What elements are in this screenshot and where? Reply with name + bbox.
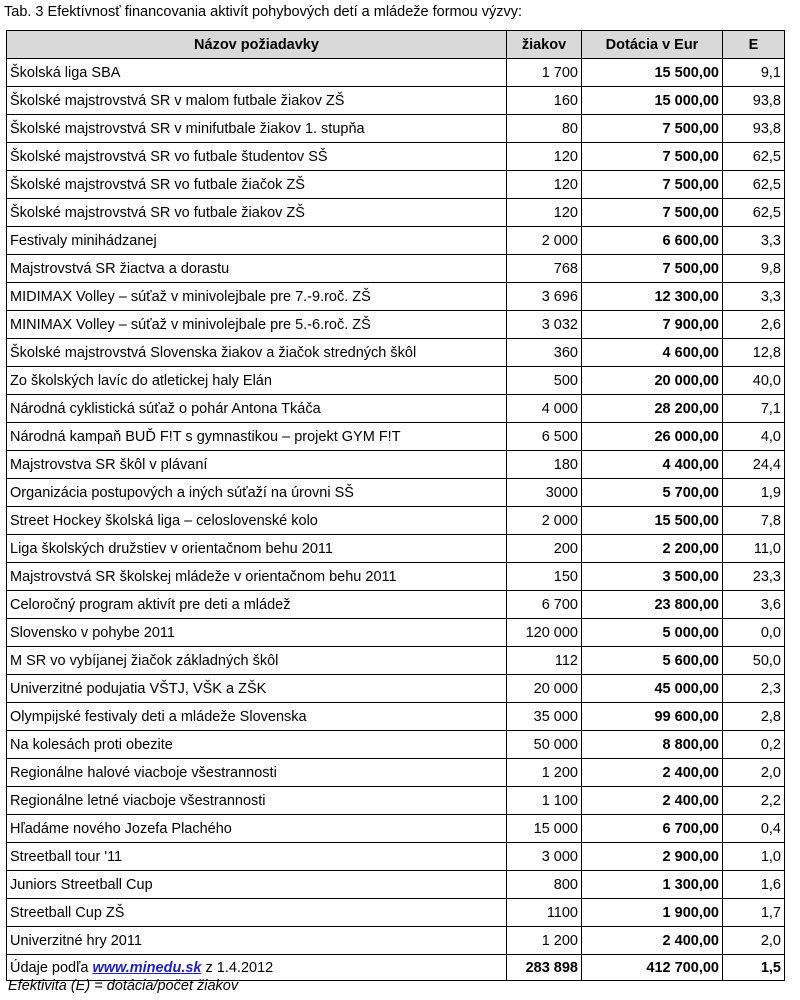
table-row	[7, 619, 785, 647]
row-name: Streetball Cup ZŠ	[7, 899, 507, 927]
row-grant: 45 000,00	[582, 675, 723, 703]
table-row	[7, 479, 785, 507]
row-name: Organizácia postupových a iných súťaží na úrovni SŠ	[7, 479, 507, 507]
row-efficiency: 62,5	[723, 143, 785, 171]
row-pupils: 20 000	[507, 675, 582, 703]
table-row	[7, 535, 785, 563]
row-name: M SR vo vybíjanej žiačok základných škôl	[7, 647, 507, 675]
row-efficiency: 1,6	[723, 871, 785, 899]
row-efficiency: 1,0	[723, 843, 785, 871]
row-pupils: 3 000	[507, 843, 582, 871]
table-row	[7, 367, 785, 395]
row-grant: 2 900,00	[582, 843, 723, 871]
row-grant: 3 500,00	[582, 563, 723, 591]
row-grant: 4 400,00	[582, 451, 723, 479]
row-grant: 26 000,00	[582, 423, 723, 451]
table-row	[7, 591, 785, 619]
row-grant: 15 500,00	[582, 59, 723, 87]
table-row	[7, 143, 785, 171]
row-efficiency: 2,0	[723, 759, 785, 787]
row-pupils: 1 100	[507, 787, 582, 815]
table-row	[7, 647, 785, 675]
row-name: MINIMAX Volley – súťaž v minivolejbale pre 5.-6.roč. ZŠ	[7, 311, 507, 339]
row-pupils: 2 000	[507, 227, 582, 255]
row-grant: 2 400,00	[582, 927, 723, 955]
total-grant: 412 700,00	[582, 955, 723, 981]
row-efficiency: 3,3	[723, 227, 785, 255]
row-pupils: 360	[507, 339, 582, 367]
efficiency-table	[6, 30, 785, 981]
row-grant: 7 500,00	[582, 115, 723, 143]
row-name: Školská liga SBA	[7, 59, 507, 87]
row-pupils: 120	[507, 143, 582, 171]
source-prefix: Údaje podľa	[10, 959, 93, 976]
row-grant: 8 800,00	[582, 731, 723, 759]
row-grant: 5 000,00	[582, 619, 723, 647]
row-pupils: 1 700	[507, 59, 582, 87]
row-efficiency: 12,8	[723, 339, 785, 367]
row-name: Školské majstrovstvá SR vo futbale žiačok ZŠ	[7, 171, 507, 199]
row-efficiency: 9,1	[723, 59, 785, 87]
row-name: Školské majstrovstvá SR vo futbale žiakov ZŠ	[7, 199, 507, 227]
row-pupils: 112	[507, 647, 582, 675]
table-row	[7, 311, 785, 339]
table-row	[7, 927, 785, 955]
row-grant: 6 700,00	[582, 815, 723, 843]
table-row	[7, 395, 785, 423]
row-name: Školské majstrovstvá SR vo futbale študentov SŠ	[7, 143, 507, 171]
table-row	[7, 899, 785, 927]
row-pupils: 200	[507, 535, 582, 563]
total-efficiency: 1,5	[723, 955, 785, 981]
row-pupils: 1100	[507, 899, 582, 927]
row-pupils: 50 000	[507, 731, 582, 759]
row-pupils: 120	[507, 171, 582, 199]
row-grant: 99 600,00	[582, 703, 723, 731]
table-row	[7, 255, 785, 283]
row-grant: 7 500,00	[582, 143, 723, 171]
row-efficiency: 2,6	[723, 311, 785, 339]
row-efficiency: 9,8	[723, 255, 785, 283]
row-grant: 20 000,00	[582, 367, 723, 395]
row-pupils: 80	[507, 115, 582, 143]
row-name: MIDIMAX Volley – súťaž v minivolejbale pre 7.-9.roč. ZŠ	[7, 283, 507, 311]
row-grant: 1 900,00	[582, 899, 723, 927]
table-row	[7, 283, 785, 311]
row-efficiency: 2,0	[723, 927, 785, 955]
row-grant: 23 800,00	[582, 591, 723, 619]
row-efficiency: 93,8	[723, 115, 785, 143]
row-pupils: 4 000	[507, 395, 582, 423]
row-name: Školské majstrovstvá SR v minifutbale žiakov 1. stupňa	[7, 115, 507, 143]
row-efficiency: 1,7	[723, 899, 785, 927]
row-name: Školské majstrovstvá Slovenska žiakov a žiačok stredných škôl	[7, 339, 507, 367]
table-body	[7, 59, 785, 955]
row-pupils: 500	[507, 367, 582, 395]
row-grant: 7 900,00	[582, 311, 723, 339]
row-grant: 7 500,00	[582, 171, 723, 199]
row-name: Zo školských lavíc do atletickej haly Elán	[7, 367, 507, 395]
table-row	[7, 227, 785, 255]
row-name: Olympijské festivaly deti a mládeže Slovenska	[7, 703, 507, 731]
row-pupils: 800	[507, 871, 582, 899]
row-grant: 5 700,00	[582, 479, 723, 507]
table-row	[7, 871, 785, 899]
row-efficiency: 24,4	[723, 451, 785, 479]
row-pupils: 120	[507, 199, 582, 227]
row-efficiency: 7,8	[723, 507, 785, 535]
row-efficiency: 3,6	[723, 591, 785, 619]
row-efficiency: 0,0	[723, 619, 785, 647]
header-efficiency: E	[723, 31, 785, 59]
table-row	[7, 171, 785, 199]
table-row	[7, 843, 785, 871]
row-grant: 2 400,00	[582, 759, 723, 787]
row-name: Univerzitné hry 2011	[7, 927, 507, 955]
row-name: Národná kampaň BUĎ F!T s gymnastikou – projekt GYM F!T	[7, 423, 507, 451]
row-grant: 12 300,00	[582, 283, 723, 311]
table-row	[7, 339, 785, 367]
row-name: Liga školských družstiev v orientačnom behu 2011	[7, 535, 507, 563]
header-name: Názov požiadavky	[7, 31, 507, 59]
row-efficiency: 62,5	[723, 199, 785, 227]
row-name: Školské majstrovstvá SR v malom futbale žiakov ZŠ	[7, 87, 507, 115]
row-pupils: 15 000	[507, 815, 582, 843]
row-pupils: 1 200	[507, 759, 582, 787]
row-pupils: 1 200	[507, 927, 582, 955]
row-efficiency: 11,0	[723, 535, 785, 563]
row-grant: 2 400,00	[582, 787, 723, 815]
total-pupils: 283 898	[507, 955, 582, 981]
table-row	[7, 731, 785, 759]
row-efficiency: 50,0	[723, 647, 785, 675]
row-efficiency: 3,3	[723, 283, 785, 311]
row-efficiency: 0,2	[723, 731, 785, 759]
table-row	[7, 87, 785, 115]
row-efficiency: 40,0	[723, 367, 785, 395]
row-name: Univerzitné podujatia VŠTJ, VŠK a ZŠK	[7, 675, 507, 703]
row-efficiency: 2,3	[723, 675, 785, 703]
row-pupils: 6 700	[507, 591, 582, 619]
row-efficiency: 0,4	[723, 815, 785, 843]
source-link[interactable]: www.minedu.sk	[92, 959, 202, 976]
row-pupils: 150	[507, 563, 582, 591]
row-pupils: 3 032	[507, 311, 582, 339]
row-efficiency: 1,9	[723, 479, 785, 507]
row-grant: 6 600,00	[582, 227, 723, 255]
row-pupils: 3000	[507, 479, 582, 507]
row-name: Regionálne halové viacboje všestrannosti	[7, 759, 507, 787]
row-name: Majstrovstvá SR žiactva a dorastu	[7, 255, 507, 283]
row-pupils: 2 000	[507, 507, 582, 535]
header-pupils: žiakov	[507, 31, 582, 59]
row-name: Street Hockey školská liga – celoslovenské kolo	[7, 507, 507, 535]
row-name: Slovensko v pohybe 2011	[7, 619, 507, 647]
row-efficiency: 2,8	[723, 703, 785, 731]
row-pupils: 180	[507, 451, 582, 479]
row-pupils: 35 000	[507, 703, 582, 731]
header-row	[7, 31, 785, 59]
source-suffix: z 1.4.2012	[201, 959, 274, 976]
row-pupils: 768	[507, 255, 582, 283]
row-grant: 1 300,00	[582, 871, 723, 899]
row-grant: 2 200,00	[582, 535, 723, 563]
header-grant: Dotácia v Eur	[582, 31, 723, 59]
row-efficiency: 2,2	[723, 787, 785, 815]
table-row	[7, 115, 785, 143]
row-efficiency: 7,1	[723, 395, 785, 423]
row-pupils: 160	[507, 87, 582, 115]
row-efficiency: 62,5	[723, 171, 785, 199]
table-row	[7, 507, 785, 535]
row-name: Národná cyklistická súťaž o pohár Antona Tkáča	[7, 395, 507, 423]
row-efficiency: 93,8	[723, 87, 785, 115]
row-name: Streetball tour '11	[7, 843, 507, 871]
row-grant: 15 500,00	[582, 507, 723, 535]
row-name: Celoročný program aktivít pre deti a mládež	[7, 591, 507, 619]
table-row	[7, 703, 785, 731]
row-grant: 15 000,00	[582, 87, 723, 115]
row-grant: 28 200,00	[582, 395, 723, 423]
row-grant: 4 600,00	[582, 339, 723, 367]
table-row	[7, 787, 785, 815]
table-caption: Tab. 3 Efektívnosť financovania aktivít pohybových detí a mládeže formou výzvy:	[4, 4, 523, 20]
table-row	[7, 59, 785, 87]
efficiency-note: Efektivita (E) = dotácia/počet žiakov	[8, 978, 239, 994]
table-row	[7, 759, 785, 787]
table-row	[7, 199, 785, 227]
row-grant: 7 500,00	[582, 199, 723, 227]
table-row	[7, 451, 785, 479]
row-name: Juniors Streetball Cup	[7, 871, 507, 899]
row-grant: 7 500,00	[582, 255, 723, 283]
row-pupils: 6 500	[507, 423, 582, 451]
row-name: Majstrovstvá SR školskej mládeže v orientačnom behu 2011	[7, 563, 507, 591]
row-pupils: 120 000	[507, 619, 582, 647]
row-name: Regionálne letné viacboje všestrannosti	[7, 787, 507, 815]
row-name: Na kolesách proti obezite	[7, 731, 507, 759]
table-row	[7, 563, 785, 591]
row-name: Majstrovstva SR škôl v plávaní	[7, 451, 507, 479]
table-row	[7, 423, 785, 451]
row-efficiency: 23,3	[723, 563, 785, 591]
row-pupils: 3 696	[507, 283, 582, 311]
table-row	[7, 675, 785, 703]
row-name: Hľadáme nového Jozefa Plachého	[7, 815, 507, 843]
row-efficiency: 4,0	[723, 423, 785, 451]
table-row	[7, 815, 785, 843]
row-grant: 5 600,00	[582, 647, 723, 675]
row-name: Festivaly minihádzanej	[7, 227, 507, 255]
